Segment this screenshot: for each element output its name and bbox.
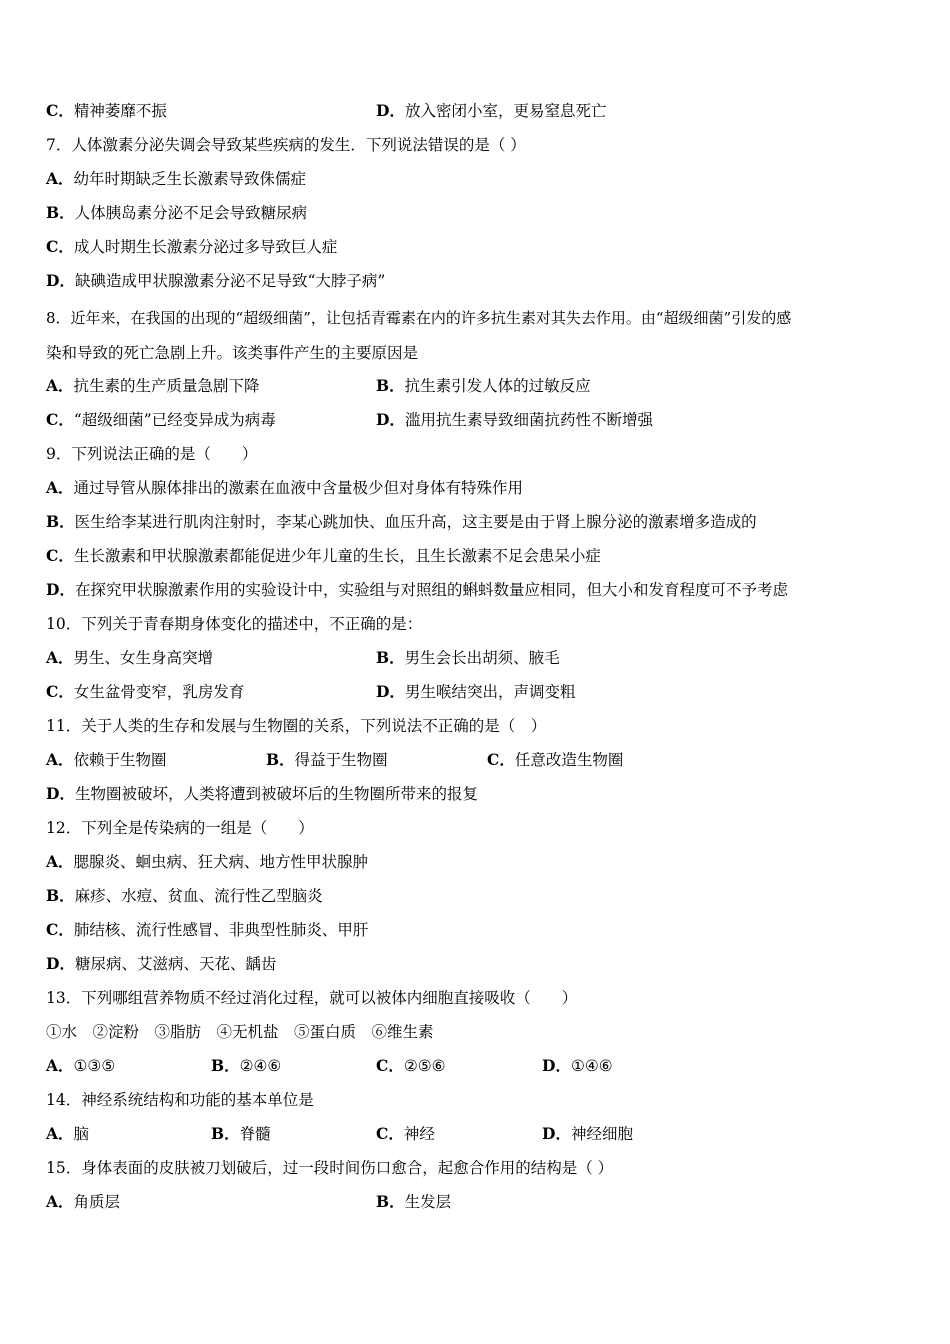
option-letter: C． xyxy=(46,920,74,939)
option-a xyxy=(46,1192,376,1212)
question-8-line-2: 染和导致的死亡急剧上升。该类事件产生的主要原因是 xyxy=(46,344,419,362)
option-a xyxy=(46,648,376,668)
option-text: ①③⑤ xyxy=(73,1057,116,1075)
option-letter: B． xyxy=(211,1124,240,1143)
option-letter: D． xyxy=(46,580,75,599)
question-14-options xyxy=(46,1124,633,1144)
option-text: ②⑤⑥ xyxy=(403,1057,446,1075)
question-10: 10．下列关于青春期身体变化的描述中，不正确的是： xyxy=(46,615,423,633)
option-letter: D． xyxy=(46,271,75,290)
option-letter: A． xyxy=(46,376,74,395)
question-9-option-d xyxy=(46,580,788,600)
option-a xyxy=(46,750,266,770)
option-d xyxy=(376,682,575,702)
option-letter: C． xyxy=(46,546,74,565)
question-7-option-a xyxy=(46,169,306,189)
option-a xyxy=(46,1124,211,1144)
option-letter: D． xyxy=(46,954,75,973)
option-text: 女生盆骨变窄，乳房发育 xyxy=(73,683,245,701)
question-7-option-c xyxy=(46,237,337,257)
option-a xyxy=(46,376,376,396)
option-c xyxy=(46,101,376,121)
question-13: 13．下列哪组营养物质不经过消化过程，就可以被体内细胞直接吸收（ ） xyxy=(46,989,578,1007)
option-text: 糖尿病、艾滋病、天花、龋齿 xyxy=(74,955,277,973)
option-b xyxy=(376,648,560,668)
question-14: 14．神经系统结构和功能的基本单位是 xyxy=(46,1091,314,1109)
option-d xyxy=(376,410,653,430)
question-12: 12．下列全是传染病的一组是（ ） xyxy=(46,819,314,837)
option-b xyxy=(211,1056,376,1076)
option-text: 神经 xyxy=(403,1125,435,1143)
option-text: 麻疹、水痘、贫血、流行性乙型脑炎 xyxy=(74,887,323,905)
option-letter: D． xyxy=(376,682,405,701)
option-letter: C． xyxy=(46,410,74,429)
option-a xyxy=(46,1056,211,1076)
question-9-option-c xyxy=(46,546,601,566)
option-row xyxy=(46,101,606,121)
option-text: 缺碘造成甲状腺激素分泌不足导致“大脖子病” xyxy=(74,272,386,290)
question-12-option-d xyxy=(46,954,276,974)
question-8-options-cd xyxy=(46,410,653,430)
option-text: 滥用抗生素导致细菌抗药性不断增强 xyxy=(404,411,653,429)
option-letter: A． xyxy=(46,852,74,871)
option-text: 放入密闭小室，更易窒息死亡 xyxy=(404,102,607,120)
question-12-option-c xyxy=(46,920,368,940)
question-8-options-ab xyxy=(46,376,591,396)
question-11-options-abc xyxy=(46,750,623,770)
option-text: 精神萎靡不振 xyxy=(73,102,167,120)
question-7-option-d xyxy=(46,271,385,291)
question-10-options-cd xyxy=(46,682,575,702)
option-c xyxy=(487,750,623,770)
question-13-options xyxy=(46,1056,613,1076)
option-b xyxy=(376,376,591,396)
option-text: “超级细菌”已经变异成为病毒 xyxy=(73,411,276,429)
option-text: 得益于生物圈 xyxy=(294,751,388,769)
option-letter: B． xyxy=(376,1192,405,1211)
question-11-option-d xyxy=(46,784,478,804)
option-text: 神经细胞 xyxy=(570,1125,633,1143)
question-9: 9．下列说法正确的是（ ） xyxy=(46,445,258,463)
option-text: 抗生素的生产质量急剧下降 xyxy=(73,377,260,395)
option-letter: D． xyxy=(376,410,405,429)
question-9-option-a xyxy=(46,478,523,498)
option-text: 男生喉结突出，声调变粗 xyxy=(404,683,576,701)
option-b xyxy=(266,750,487,770)
option-text: 幼年时期缺乏生长激素导致侏儒症 xyxy=(73,170,307,188)
option-text: 脊髓 xyxy=(239,1125,271,1143)
option-text: 人体胰岛素分泌不足会导致糖尿病 xyxy=(74,204,308,222)
option-text: 抗生素引发人体的过敏反应 xyxy=(404,377,591,395)
option-letter: D． xyxy=(376,101,405,120)
option-text: 角质层 xyxy=(73,1193,121,1211)
question-8-line-1: 8．近年来，在我国的出现的“超级细菌”，让包括青霉素在内的许多抗生素对其失去作用。由“超级细菌”引发的感 xyxy=(46,309,792,327)
option-letter: A． xyxy=(46,648,74,667)
option-text: 依赖于生物圈 xyxy=(73,751,167,769)
option-letter: A． xyxy=(46,1192,74,1211)
question-15-options-ab xyxy=(46,1192,451,1212)
question-7: 7．人体激素分泌失调会导致某些疾病的发生．下列说法错误的是（ ） xyxy=(46,136,526,154)
option-letter: B． xyxy=(46,886,75,905)
option-text: 脑 xyxy=(73,1125,90,1143)
option-letter: B． xyxy=(266,750,295,769)
question-13-item-list: ①水 ②淀粉 ③脂肪 ④无机盐 ⑤蛋白质 ⑥维生素 xyxy=(46,1023,434,1041)
option-letter: C． xyxy=(46,101,74,120)
option-letter: A． xyxy=(46,750,74,769)
option-text: ①④⑥ xyxy=(570,1057,613,1075)
option-letter: C． xyxy=(46,682,74,701)
option-text: 生发层 xyxy=(404,1193,452,1211)
option-text: 通过导管从腺体排出的激素在血液中含量极少但对身体有特殊作用 xyxy=(73,479,524,497)
option-text: ②④⑥ xyxy=(239,1057,282,1075)
option-text: 医生给李某进行肌肉注射时，李某心跳加快、血压升高，这主要是由于肾上腺分泌的激素增多造成的 xyxy=(74,513,757,531)
option-c xyxy=(376,1124,542,1144)
question-15: 15．身体表面的皮肤被刀划破后，过一段时间伤口愈合，起愈合作用的结构是（ ） xyxy=(46,1159,614,1177)
option-text: 男生、女生身高突增 xyxy=(73,649,214,667)
option-letter: D． xyxy=(542,1124,571,1143)
question-7-option-b xyxy=(46,203,307,223)
option-text: 肺结核、流行性感冒、非典型性肺炎、甲肝 xyxy=(73,921,369,939)
option-text: 在探究甲状腺激素作用的实验设计中，实验组与对照组的蝌蚪数量应相同，但大小和发育程度可不予考虑 xyxy=(74,581,788,599)
question-11: 11．关于人类的生存和发展与生物圈的关系，下列说法不正确的是（ ） xyxy=(46,717,547,735)
question-12-option-b xyxy=(46,886,323,906)
option-letter: B． xyxy=(376,376,405,395)
option-letter: B． xyxy=(46,203,75,222)
option-c xyxy=(46,410,376,430)
option-letter: A． xyxy=(46,1124,74,1143)
question-10-options-ab xyxy=(46,648,560,668)
option-letter: B． xyxy=(211,1056,240,1075)
option-d xyxy=(376,101,606,121)
option-text: 任意改造生物圈 xyxy=(514,751,624,769)
option-letter: D． xyxy=(542,1056,571,1075)
option-letter: D． xyxy=(46,784,75,803)
option-letter: A． xyxy=(46,169,74,188)
option-letter: B． xyxy=(376,648,405,667)
option-c xyxy=(376,1056,542,1076)
option-letter: C． xyxy=(46,237,74,256)
option-text: 成人时期生长激素分泌过多导致巨人症 xyxy=(73,238,338,256)
option-letter: C． xyxy=(376,1056,404,1075)
option-text: 男生会长出胡须、腋毛 xyxy=(404,649,560,667)
option-letter: A． xyxy=(46,1056,74,1075)
option-d xyxy=(542,1124,633,1144)
option-text: 生长激素和甲状腺激素都能促进少年儿童的生长，且生长激素不足会患呆小症 xyxy=(73,547,601,565)
question-9-option-b xyxy=(46,512,757,532)
option-letter: B． xyxy=(46,512,75,531)
option-b xyxy=(376,1192,451,1212)
question-12-option-a xyxy=(46,852,368,872)
option-letter: A． xyxy=(46,478,74,497)
option-letter: C． xyxy=(487,750,515,769)
option-b xyxy=(211,1124,376,1144)
option-text: 腮腺炎、蛔虫病、狂犬病、地方性甲状腺肿 xyxy=(73,853,369,871)
option-d xyxy=(542,1056,613,1076)
option-c xyxy=(46,682,376,702)
option-letter: C． xyxy=(376,1124,404,1143)
option-text: 生物圈被破坏，人类将遭到被破坏后的生物圈所带来的报复 xyxy=(74,785,478,803)
